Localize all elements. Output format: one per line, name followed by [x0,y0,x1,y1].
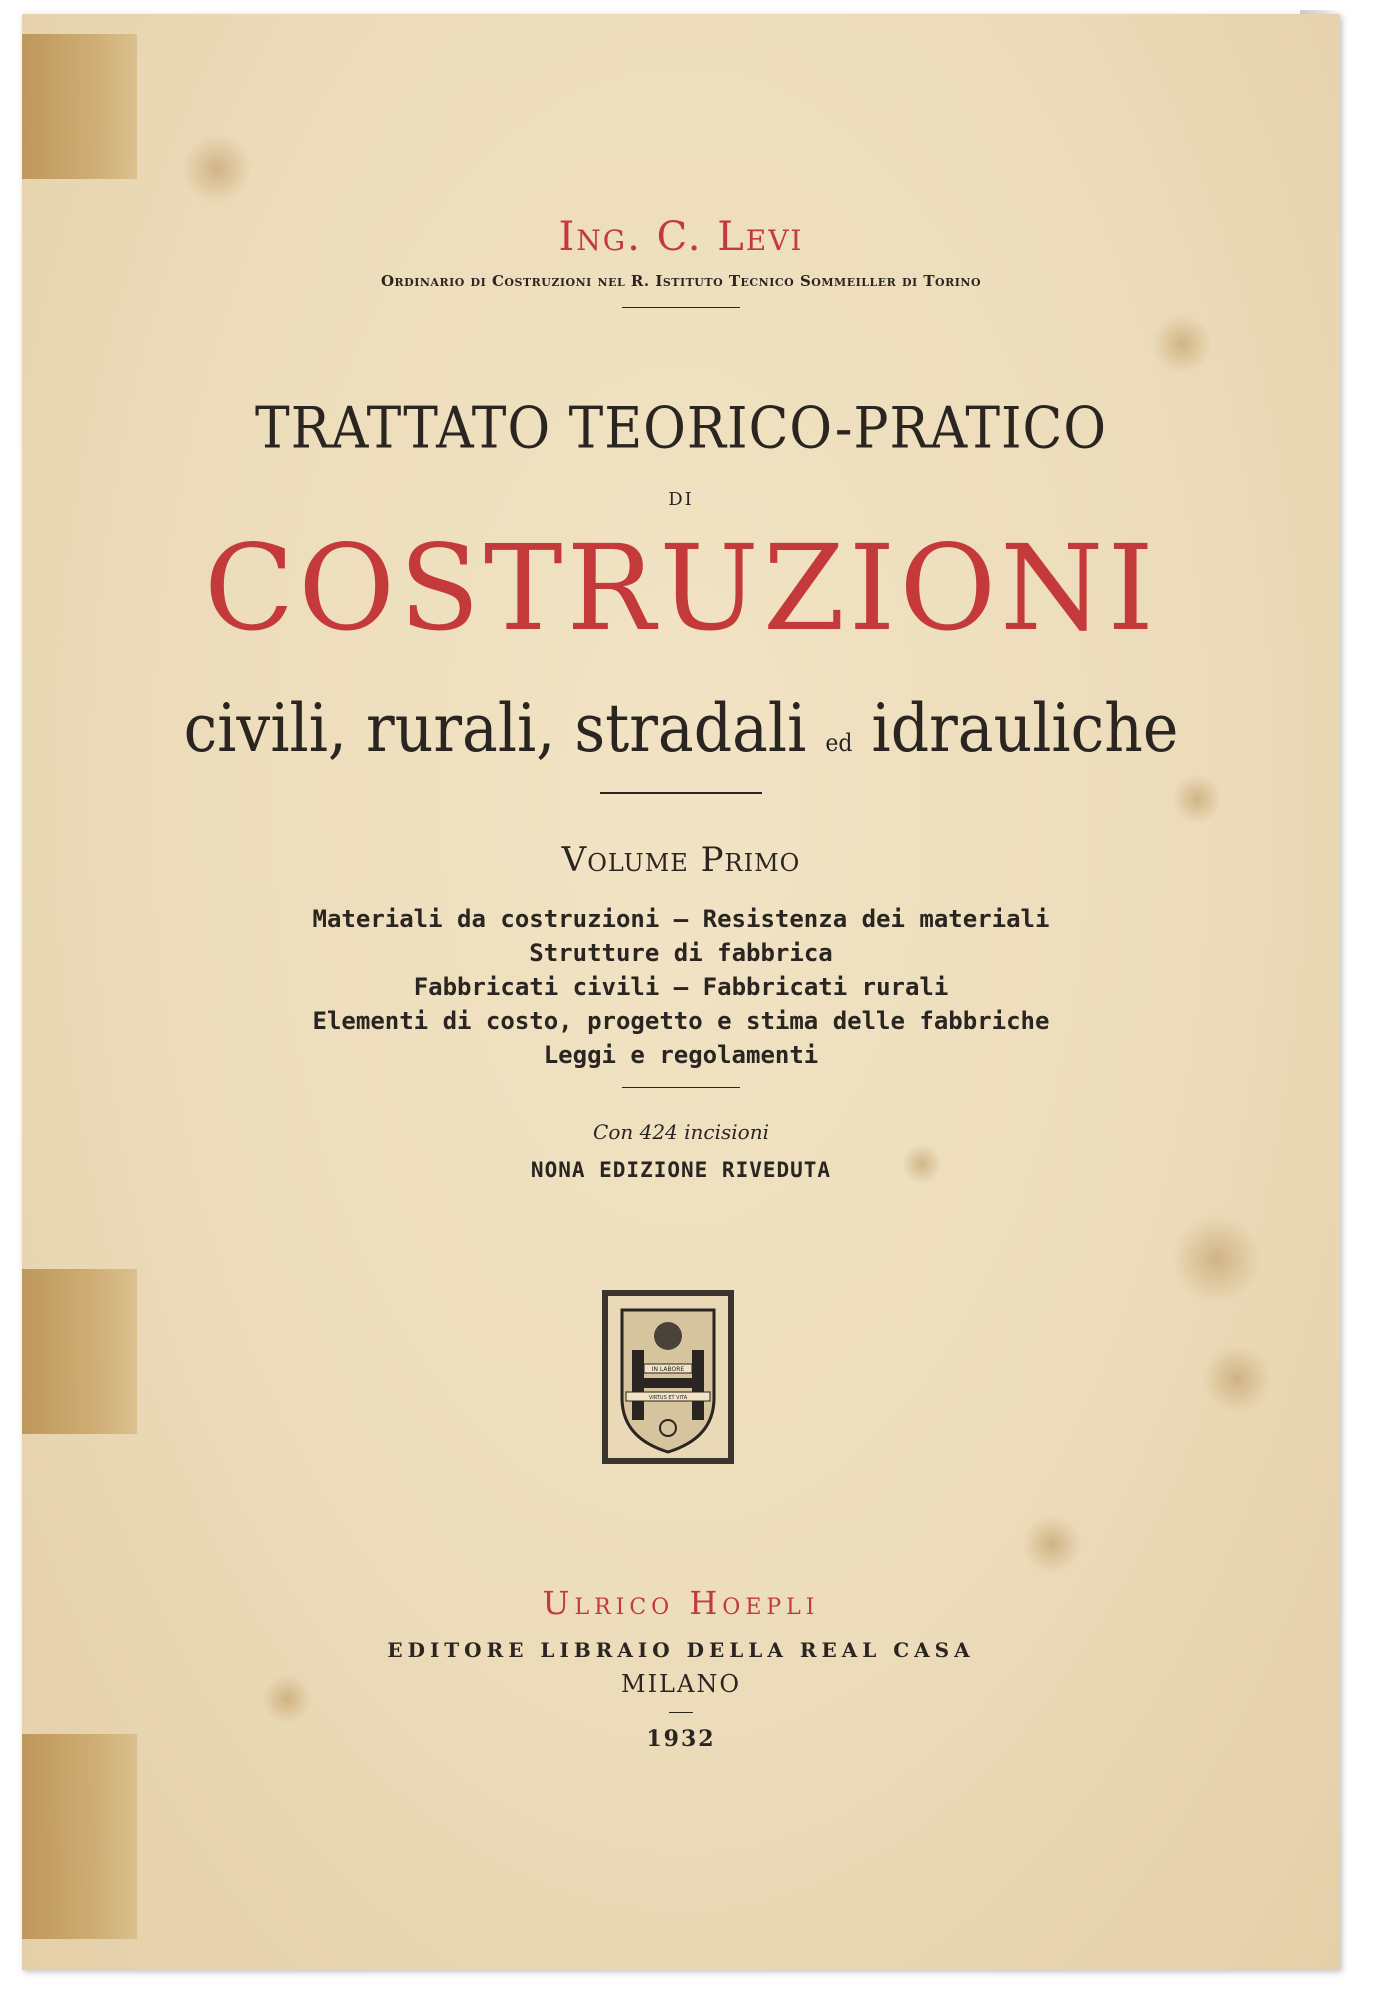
contents-line: Materiali da costruzioni — Resistenza dei materiali [312,905,1050,933]
crest-motto-right: VIRTUS ET VITA [648,1395,688,1401]
foxing-stain [1152,314,1212,374]
title-connector: DI [668,489,694,510]
edition-text: NONA EDIZIONE RIVEDUTA [530,1158,832,1182]
foxing-stain [1202,1344,1272,1414]
divider [622,307,740,308]
subtitle-part2: idrauliche [871,690,1179,768]
subtitle [22,691,1340,768]
tape-middle [22,1269,137,1434]
author-name: Ing. C. Levi [558,214,804,260]
contents-list [22,902,1340,1072]
tape-top [22,34,137,179]
foxing-stain [182,134,252,204]
publisher-description: EDITORE LIBRAIO DELLA REAL CASA [387,1638,975,1662]
publication-year: 1932 [646,1726,716,1752]
volume-label: Volume Primo [561,840,801,880]
subtitle-part1: civili, rurali, stradali [183,690,807,768]
illustrations-count: Con 424 incisioni [593,1120,769,1144]
divider [600,792,762,794]
divider [622,1087,740,1088]
main-title: COSTRUZIONI [203,519,1159,657]
publisher-name: Ulrico Hoepli [542,1584,820,1622]
publisher-crest-icon [600,1288,736,1466]
subtitle-ed: ed [825,730,853,758]
foxing-stain [1022,1514,1082,1574]
crest-motto-left: IN LABORE [651,1366,685,1373]
author-position: Ordinario di Costruzioni nel R. Istituto Tecnico Sommeiller di Torino [380,272,982,290]
book-cover [22,14,1340,1970]
contents-line: Elementi di costo, progetto e stima delle fabbriche [312,1007,1050,1035]
contents-line: Leggi e regolamenti [543,1041,819,1069]
contents-line: Strutture di fabbrica [529,939,833,967]
publisher-city: MILANO [621,1670,741,1698]
divider [669,1712,693,1713]
title-top-line: TRATTATO TEORICO-PRATICO [255,396,1107,462]
tape-bottom [22,1734,137,1939]
contents-line: Fabbricati civili — Fabbricati rurali [413,973,949,1001]
crest-ornament [654,1322,682,1350]
foxing-stain [1172,774,1222,824]
crest-letter-h-bar [632,1378,704,1388]
foxing-stain [1172,1214,1262,1304]
